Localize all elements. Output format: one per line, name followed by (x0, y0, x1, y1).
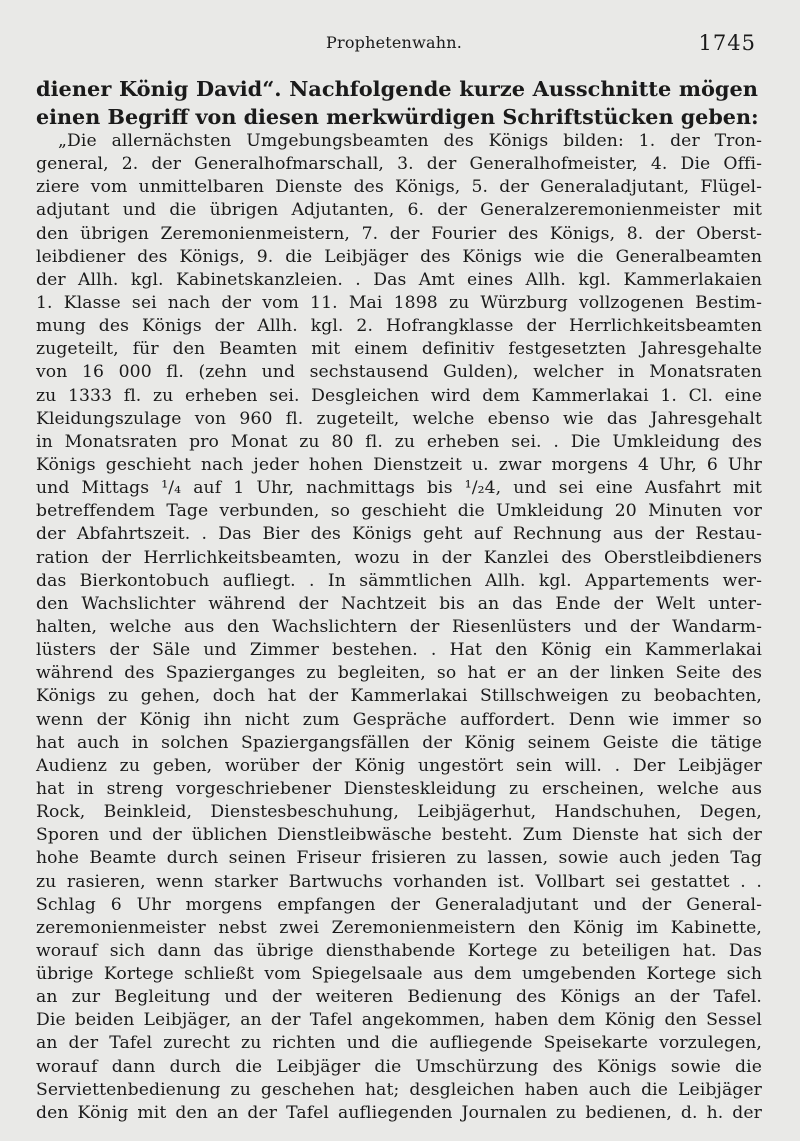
text-line: hat auch in solchen Spaziergangsfällen der König seinem Geiste die tätige (36, 732, 762, 753)
text-line: ziere vom unmittelbaren Dienste des Königs, 5. der Generaladjutant, Flügel- (36, 177, 762, 198)
text-line: mung des Königs der Allh. kgl. 2. Hofrangklasse der Herrlichkeitsbeamten (36, 316, 762, 337)
text-line: general, 2. der Generalhofmarschall, 3. der Generalhofmeister, 4. Die Offi- (36, 154, 762, 175)
text-line: „Die allernächsten Umgebungsbeamten des Königs bilden: 1. der Tron- (58, 131, 762, 151)
text-line: wenn der König ihn nicht zum Gespräche auffordert. Denn wie immer so (36, 709, 762, 730)
text-line: zeremonienmeister nebst zwei Zeremonienmeistern den König im Kabinette, (36, 917, 762, 938)
intro-line: einen Begriff von diesen merkwürdigen Schriftstücken geben: (36, 105, 759, 129)
text-line: Kleidungszulage von 960 fl. zugeteilt, welche ebenso wie das Jahresgehalt (36, 408, 762, 429)
running-title: Prophetenwahn. (326, 33, 462, 52)
text-line: 1. Klasse sei nach der vom 11. Mai 1898 zu Würzburg vollzogenen Bestim- (36, 292, 762, 313)
text-line: das Bierkontobuch aufliegt. . In sämmtlichen Allh. kgl. Appartements wer- (36, 570, 762, 591)
text-line: lüsters der Säle und Zimmer bestehen. . Hat den König ein Kammerlakai (36, 640, 762, 661)
text-line: Audienz zu geben, worüber der König ungestört sein will. . Der Leibjäger (36, 755, 762, 776)
text-line: den Wachslichter während der Nachtzeit bis an das Ende der Welt unter- (36, 593, 762, 614)
text-line: an zur Begleitung und der weiteren Bedienung des Königs an der Tafel. (36, 987, 762, 1008)
text-line: den König mit den an der Tafel aufliegenden Journalen zu bedienen, d. h. der (36, 1102, 762, 1123)
quoted-document-text (36, 130, 762, 1125)
text-line: der Abfahrtszeit. . Das Bier des Königs geht auf Rechnung aus der Restau- (36, 524, 762, 545)
text-line: in Monatsraten pro Monat zu 80 fl. zu erheben sei. . Die Umkleidung des (36, 431, 762, 452)
text-line: von 16 000 fl. (zehn und sechstausend Gulden), welcher in Monatsraten (36, 362, 762, 383)
intro-paragraph (36, 74, 758, 132)
text-line: Sporen und der üblichen Dienstleibwäsche besteht. Zum Dienste hat sich der (36, 825, 762, 846)
text-line: adjutant und die übrigen Adjutanten, 6. der Generalzeremonienmeister mit (36, 200, 762, 221)
text-line: ration der Herrlichkeitsbeamten, wozu in der Kanzlei des Oberstleibdieners (36, 547, 762, 568)
text-line: Rock, Beinkleid, Dienstesbeschuhung, Leibjägerhut, Handschuhen, Degen, (36, 802, 762, 823)
text-line: Die beiden Leibjäger, an der Tafel angekommen, haben dem König den Sessel (36, 1010, 762, 1031)
text-line: der Allh. kgl. Kabinetskanzleien. . Das Amt eines Allh. kgl. Kammerlakaien (36, 269, 762, 290)
text-line: während des Spazierganges zu begleiten, so hat er an der linken Seite des (36, 663, 762, 684)
text-line: leibdiener des Königs, 9. die Leibjäger des Königs wie die Generalbeamten (36, 246, 762, 267)
text-line: Serviettenbedienung zu geschehen hat; desgleichen haben auch die Leibjäger (36, 1079, 762, 1100)
text-line: und Mittags ¹/₄ auf 1 Uhr, nachmittags bis ¹/₂4, und sei eine Ausfahrt mit (36, 478, 762, 499)
text-line: Schlag 6 Uhr morgens empfangen der Generaladjutant und der General- (36, 894, 762, 915)
text-line: an der Tafel zurecht zu richten und die aufliegende Speisekarte vorzulegen, (36, 1033, 762, 1054)
text-line: Königs zu gehen, doch hat der Kammerlakai Stillschweigen zu beobachten, (36, 686, 762, 707)
text-line: Königs geschieht nach jeder hohen Dienstzeit u. zwar morgens 4 Uhr, 6 Uhr (36, 454, 762, 475)
text-line: worauf sich dann das übrige diensthabende Kortege zu beteiligen hat. Das (36, 940, 762, 961)
text-line: den übrigen Zeremonienmeistern, 7. der Fourier des Königs, 8. der Oberst- (36, 223, 762, 244)
page-header (0, 33, 800, 57)
text-line: übrige Kortege schließt vom Spiegelsaale aus dem umgebenden Kortege sich (36, 964, 762, 985)
text-line: hohe Beamte durch seinen Friseur frisieren zu lassen, sowie auch jeden Tag (36, 848, 762, 869)
text-line: worauf dann durch die Leibjäger die Umschürzung des Königs sowie die (36, 1056, 762, 1077)
text-line: hat in streng vorgeschriebener Diensteskleidung zu erscheinen, welche aus (36, 778, 762, 799)
text-line: zu rasieren, wenn starker Bartwuchs vorhanden ist. Vollbart sei gestattet . . (36, 871, 762, 892)
text-line: betreffendem Tage verbunden, so geschieht die Umkleidung 20 Minuten vor (36, 501, 762, 522)
intro-line: diener König David“. Nachfolgende kurze Ausschnitte mögen (36, 76, 758, 101)
text-line: halten, welche aus den Wachslichtern der Riesenlüsters und der Wandarm- (36, 616, 762, 637)
text-line: zugeteilt, für den Beamten mit einem definitiv festgesetzten Jahresgehalte (36, 339, 762, 360)
page-number: 1745 (698, 31, 756, 55)
text-line: zu 1333 fl. zu erheben sei. Desgleichen wird dem Kammerlakai 1. Cl. eine (36, 385, 762, 406)
